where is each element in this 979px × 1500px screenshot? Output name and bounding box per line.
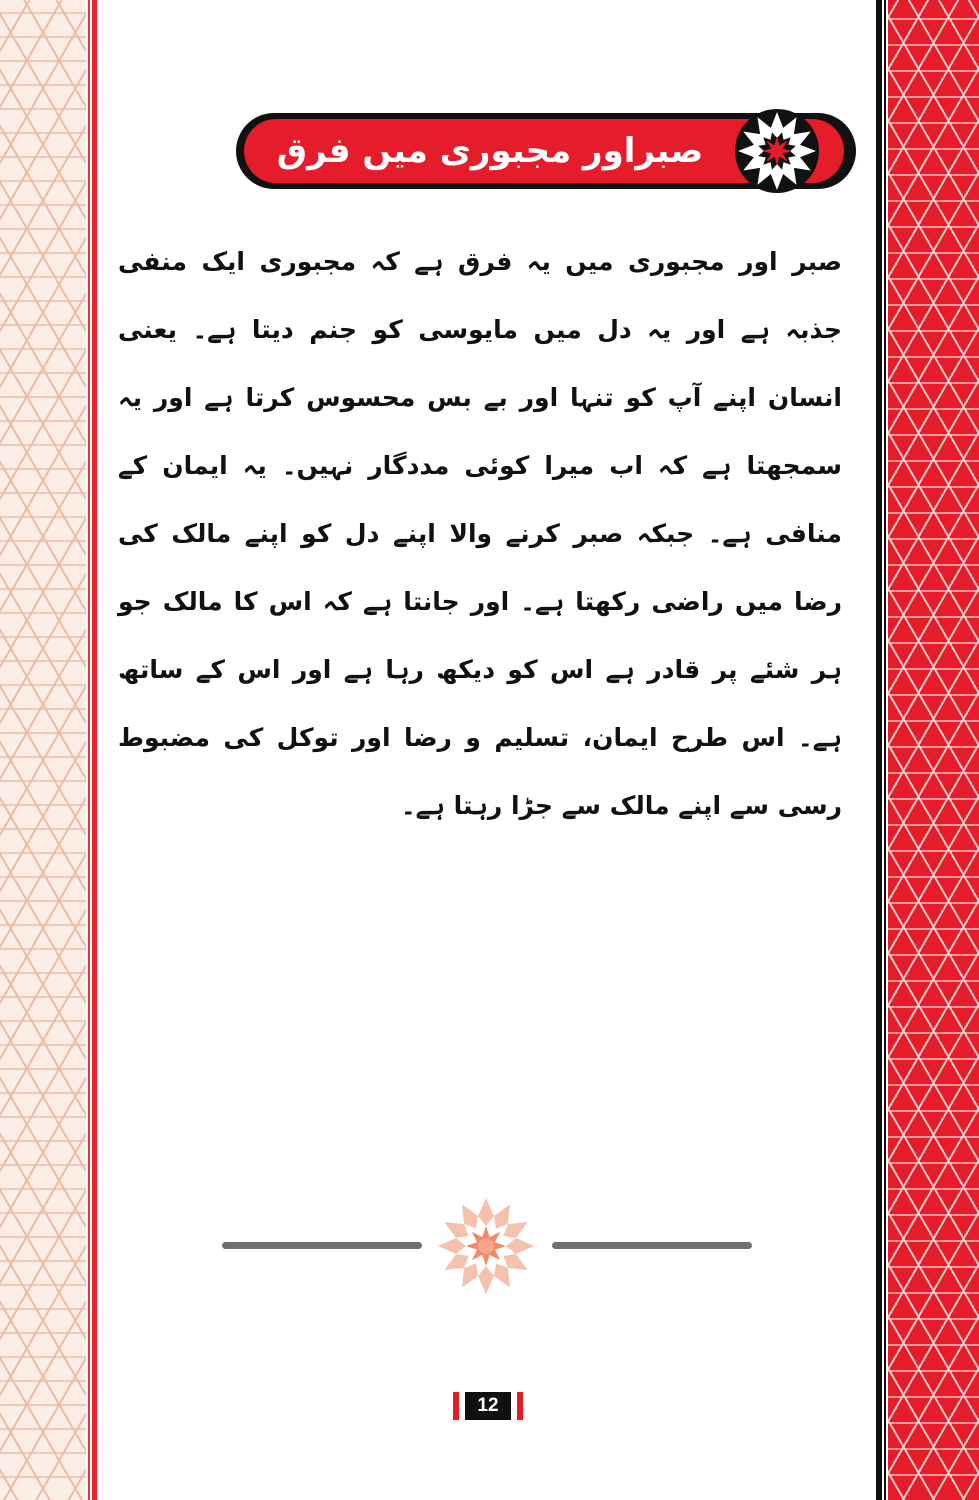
right-decorative-border: [888, 0, 979, 1500]
star-rosette-icon: [734, 108, 820, 194]
page-number-bar-right: [517, 1392, 523, 1420]
body-paragraph: صبر اور مجبوری میں یہ فرق ہے کہ مجبوری ایک منفی جذبہ ہے اور یہ دل میں مایوسی کو جنم دیتا ہے۔ یعنی انسان اپنے آپ کو تنہا اور بے بس محسوس کرتا ہے اور یہ سمجھتا ہے کہ اب میرا کوئی مددگار نہیں۔ یہ ایمان کے منافی ہے۔ جبکہ صبر کرنے والا اپنے دل کو اپنے مالک کی رضا میں راضی رکھتا ہے۔ اور جانتا ہے کہ اس کا مالک جو ہر شئے پر قادر ہے اس کو دیکھ رہا ہے اور اس کے ساتھ ہے۔ اس طرح ایمان، تسلیم و رضا اور توکل کی مضبوط رسی سے اپنے مالک سے جڑا رہتا ہے۔: [118, 247, 842, 820]
star-rosette-icon: [432, 1196, 540, 1296]
right-border-thin-rule: [884, 0, 886, 1500]
left-border-rule: [92, 0, 97, 1500]
footer-divider-left: [222, 1242, 422, 1249]
page-number: 12: [465, 1392, 511, 1420]
page-title: صبراور مجبوری میں فرق: [276, 131, 704, 171]
left-decorative-border: [0, 0, 86, 1500]
footer-divider-right: [552, 1242, 752, 1249]
right-border-rule: [876, 0, 882, 1500]
left-border-thin-rule: [88, 0, 90, 1500]
page-number-bar-left: [453, 1392, 459, 1420]
